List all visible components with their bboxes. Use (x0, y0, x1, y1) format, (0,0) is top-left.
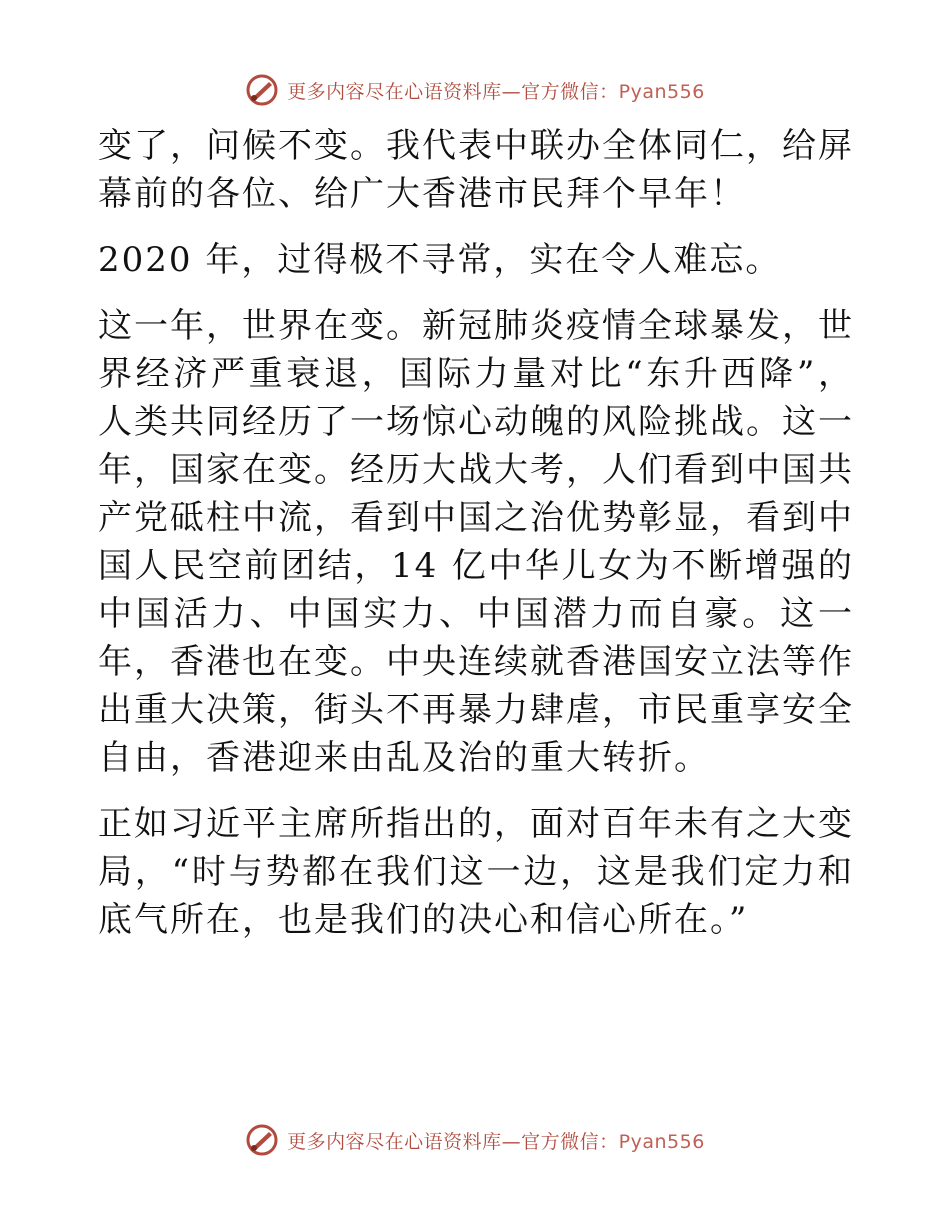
paragraph: 变了，问候不变。我代表中联办全体同仁，给屏幕前的各位、给广大香港市民拜个早年！ (98, 126, 854, 214)
footer-banner-text: 更多内容尽在心语资料库—官方微信： (287, 1130, 619, 1153)
footer-banner (287, 1127, 705, 1154)
header-account: Pyan556 (618, 80, 705, 103)
header-watermark (0, 70, 950, 110)
paragraph: 2020 年，过得极不寻常，实在令人难忘。 (98, 240, 782, 280)
header-banner (287, 77, 705, 104)
logo-icon (245, 73, 279, 107)
document-body (98, 122, 854, 962)
logo-icon (245, 1123, 279, 1157)
paragraph: 正如习近平主席所指出的，面对百年未有之大变局，“时与势都在我们这一边，这是我们定力和底气所在，也是我们的决心和信心所在。” (98, 804, 854, 940)
footer-watermark (0, 1120, 950, 1160)
paragraph: 这一年，世界在变。新冠肺炎疫情全球暴发，世界经济严重衰退，国际力量对比“东升西降”，人类共同经历了一场惊心动魄的风险挑战。这一年，国家在变。经历大战大考，人们看到中国共产党砥柱中流，看到中国之治优势彰显，看到中国人民空前团结，14 亿中华儿女为不断增强的中国活力、中国实力、中国潜力而自豪。这一年，香港也在变。中央连续就香港国安立法等作出重大决策，街头不再暴力肆虐，市民重享安全自由，香港迎来由乱及治的重大转折。 (98, 306, 854, 778)
header-banner-text: 更多内容尽在心语资料库—官方微信： (287, 80, 619, 103)
footer-account: Pyan556 (618, 1130, 705, 1153)
